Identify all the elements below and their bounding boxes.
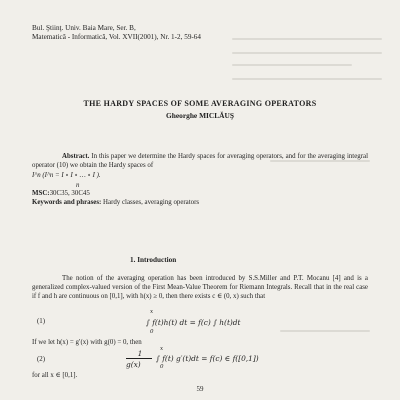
- equation-2-lower-limit: 0: [160, 364, 164, 370]
- abstract-underbrace-n: n: [76, 182, 80, 189]
- journal-header-line-1: Bul. Ştiinţ. Univ. Baia Mare, Ser. B,: [32, 24, 136, 32]
- equation-2: ∫ f(t) g′(t)dt = f(c) ∈ f([0,1]): [156, 354, 259, 363]
- equation-2-fraction-numerator: 1: [137, 349, 143, 358]
- bleed-through-line: [232, 78, 382, 80]
- paper-author: Gheorghe MICLĂUŞ: [166, 111, 234, 120]
- keywords-line: [32, 198, 368, 207]
- bleed-through-line: [280, 330, 370, 332]
- equation-after-text: for all x ∈ [0,1].: [32, 372, 78, 379]
- equation-2-fraction-bar: [126, 358, 152, 359]
- intro-paragraph: The notion of the averaging operation has been introduced by S.S.Miller and P.T. Mocanu [4] and is a generalized complex-valued version of the First Mean-Value Theorem for Riemann Integrals. Recall that in the real case if f and h are continuous on [0,1], with h(x) ≥ 0, then there exists c ∈ (0, x) such that: [32, 275, 368, 301]
- msc-text: 30C35, 30C45: [49, 190, 90, 197]
- equation-2-fraction-denominator: g(x): [126, 360, 141, 369]
- bleed-through-line: [232, 64, 352, 66]
- abstract-text: In this paper we determine the Hardy spaces for averaging operators, and for the averaging integral operator (10) we obtain the Hardy spaces of: [32, 153, 368, 170]
- msc-label: MSC:: [32, 190, 50, 197]
- msc-line: [32, 189, 368, 198]
- journal-header-line-2: Matematică - Informatică, Vol. XVII(2001), Nr. 1-2, 59-64: [32, 33, 201, 41]
- equation-2-number: (2): [37, 356, 46, 363]
- abstract-formula: I^n (I^n = I ∘ I ∘ … ∘ I ).: [32, 172, 101, 179]
- section-heading: 1. Introduction: [130, 256, 177, 264]
- abstract-paragraph: [32, 152, 368, 170]
- keywords-text: Hardy classes, averaging operators: [103, 199, 200, 206]
- equation-1-number: (1): [37, 318, 46, 325]
- page-number: 59: [196, 385, 204, 393]
- keywords-label: Keywords and phrases:: [32, 199, 102, 206]
- equation-1-lower-limit: 0: [150, 329, 154, 335]
- bleed-through-line: [232, 38, 382, 40]
- equation-2-upper-limit: x: [160, 346, 164, 352]
- abstract-label: Abstract.: [62, 153, 90, 160]
- bleed-through-line: [232, 52, 382, 54]
- equation-1-upper-limit: x: [150, 309, 154, 315]
- paper-title: THE HARDY SPACES OF SOME AVERAGING OPERATORS: [83, 99, 317, 108]
- equation-1: ∫ f(t)h(t) dt = f(c) ∫ h(t)dt: [146, 318, 241, 327]
- equation-bridge-text: If we let h(x) = g′(x) with g(0) = 0, then: [32, 339, 142, 346]
